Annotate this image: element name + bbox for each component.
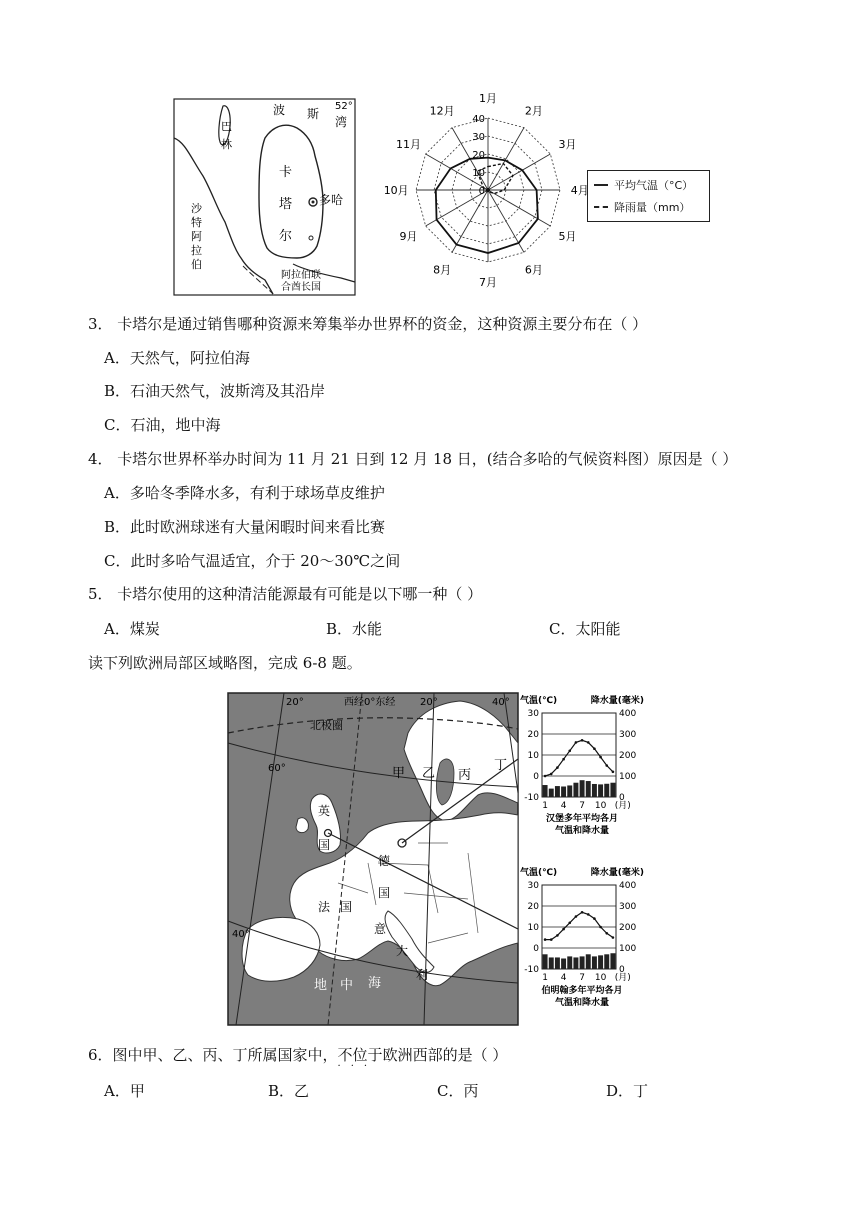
radar-tick-label: 40 xyxy=(472,114,485,125)
country-label-bing: 丙 xyxy=(458,768,472,783)
temperature-line xyxy=(545,912,613,939)
lon-label-center: 西经0°东经 xyxy=(344,697,396,708)
lat-label-40: 40° xyxy=(232,929,250,940)
q5-option-b[interactable]: B．水能 xyxy=(326,620,383,638)
lon-label-40e: 40° xyxy=(492,697,510,708)
temperature-point xyxy=(587,913,590,916)
radar-tick-label: 20 xyxy=(472,150,485,161)
country-label-uk-ying: 英 xyxy=(318,804,331,818)
qatar-label-2: 塔 xyxy=(279,197,293,212)
temperature-point xyxy=(593,917,596,920)
rain-tick-label: 0 xyxy=(619,793,625,803)
precipitation-bar xyxy=(543,954,548,969)
sea-label-zhong: 中 xyxy=(340,978,354,993)
chart-caption: 气温和降水量 xyxy=(554,998,610,1008)
temperature-point xyxy=(593,747,596,750)
saudi-label-3: 阿 xyxy=(191,230,202,243)
precipitation-bar xyxy=(586,781,591,797)
emphasis-dots: ··· xyxy=(337,1061,378,1072)
q3-option-a[interactable]: A．天然气，阿拉伯海 xyxy=(104,349,250,367)
radar-month-label: 6月 xyxy=(524,263,543,277)
q4-stem: 4． 卡塔尔世界杯举办时间为 11 月 21 日到 12 月 18 日，(结合多哈的气候资料图）原因是（ ） xyxy=(88,450,738,468)
temperature-point xyxy=(568,922,571,925)
precipitation-bar xyxy=(604,784,609,797)
q3-stem: 3． 卡塔尔是通过销售哪种资源来筹集举办世界杯的资金，这种资源主要分布在（ ） xyxy=(88,315,648,333)
lat-label-52: 52° xyxy=(335,101,353,112)
temp-axis-title: 气温(℃) xyxy=(520,696,558,706)
q6-stem-emphasis xyxy=(337,1046,383,1072)
precipitation-bar xyxy=(573,957,578,969)
gulf-label-si: 斯 xyxy=(307,107,320,121)
temperature-point xyxy=(575,915,578,918)
saudi-label-2: 特 xyxy=(191,216,202,229)
precipitation-bar xyxy=(598,955,603,969)
legend-rain-label: 降雨量（mm） xyxy=(614,201,691,214)
radar-month-label: 11月 xyxy=(395,138,421,152)
birmingham-climate-chart xyxy=(520,865,645,1015)
q6-option-d[interactable]: D．丁 xyxy=(606,1082,649,1100)
radar-month-label: 9月 xyxy=(399,229,418,243)
radar-month-label: 10月 xyxy=(383,184,409,197)
radar-spoke xyxy=(452,190,488,252)
rain-axis-title: 降水量(毫米) xyxy=(590,696,644,706)
radar-month-label: 5月 xyxy=(558,229,577,243)
month-tick-label: (月) xyxy=(614,973,631,983)
q6-option-a[interactable]: A．甲 xyxy=(104,1082,145,1100)
temp-tick-label: 0 xyxy=(533,772,539,782)
sea-label-hai: 海 xyxy=(368,976,382,991)
legend-dashed-line xyxy=(594,206,608,208)
precipitation-bar xyxy=(555,957,560,969)
precipitation-bar xyxy=(592,784,597,797)
country-label-yi: 乙 xyxy=(422,766,436,781)
temperature-point xyxy=(587,741,590,744)
temperature-point xyxy=(605,764,608,767)
precipitation-bar xyxy=(580,956,585,969)
q3-option-b[interactable]: B．石油天然气，波斯湾及其沿岸 xyxy=(104,382,326,400)
rain-tick-label: 0 xyxy=(619,965,625,975)
month-tick-label: 1 xyxy=(542,801,548,811)
country-label-de-guo: 国 xyxy=(378,886,391,900)
temperature-point xyxy=(562,758,565,761)
precipitation-bar xyxy=(555,786,560,797)
precipitation-bar xyxy=(567,956,572,969)
precipitation-bar xyxy=(592,956,597,969)
qatar-label-1: 卡 xyxy=(279,165,293,180)
uae-label-1: 阿拉伯联 xyxy=(281,270,321,281)
radar-spoke xyxy=(488,190,550,226)
temp-tick-label: 30 xyxy=(527,881,539,891)
month-tick-label: 10 xyxy=(594,801,607,811)
qatar-map xyxy=(173,98,356,296)
gulf-label-wan: 湾 xyxy=(335,115,348,129)
temperature-point xyxy=(544,938,547,941)
q4-option-b[interactable]: B．此时欧洲球迷有大量闲暇时间来看比赛 xyxy=(104,518,386,536)
lon-label-20w: 20° xyxy=(286,697,304,708)
rain-tick-label: 100 xyxy=(619,944,637,954)
temperature-point xyxy=(605,932,608,935)
rain-tick-label: 200 xyxy=(619,751,637,761)
radar-month-label: 7月 xyxy=(479,275,497,289)
temp-tick-label: 0 xyxy=(533,944,539,954)
temp-tick-label: -10 xyxy=(524,965,539,975)
radar-tick-label: 0 xyxy=(478,186,485,197)
gulf-label-bo: 波 xyxy=(273,103,286,117)
q6-stem-post: 欧洲西部的是（ ） xyxy=(382,1046,508,1064)
month-tick-label: 1 xyxy=(542,973,548,983)
hamburg-climate-chart xyxy=(520,693,645,843)
q4-option-a[interactable]: A．多哈冬季降水多，有利于球场草皮维护 xyxy=(104,484,385,502)
country-label-fa: 法 xyxy=(318,900,331,914)
precipitation-bar xyxy=(561,787,566,798)
precipitation-bar xyxy=(549,789,554,797)
saudi-label-5: 伯 xyxy=(191,258,202,271)
precipitation-bar xyxy=(604,954,609,969)
q6-stem-emph-text: 不位于 xyxy=(337,1046,383,1064)
temperature-point xyxy=(550,938,553,941)
radar-series-temperature xyxy=(436,158,538,253)
temp-tick-label: 20 xyxy=(527,730,539,740)
precipitation-bar xyxy=(573,783,578,797)
radar-tick-label: 30 xyxy=(472,132,485,143)
doha-radar-chart xyxy=(380,92,589,289)
q5-stem: 5． 卡塔尔使用的这种清洁能源最有可能是以下哪一种（ ） xyxy=(88,585,483,603)
chart-caption: 伯明翰多年平均各月 xyxy=(541,986,623,996)
temperature-point xyxy=(581,911,584,914)
legend-rain xyxy=(594,199,690,215)
temp-tick-label: 10 xyxy=(527,751,539,761)
rain-axis-title: 降水量(毫米) xyxy=(590,868,644,878)
rain-tick-label: 400 xyxy=(619,881,637,891)
temperature-point xyxy=(568,750,571,753)
month-tick-label: 7 xyxy=(579,801,585,811)
precipitation-bar xyxy=(610,783,615,797)
precipitation-bar xyxy=(567,785,572,797)
radar-month-label: 4月 xyxy=(570,184,589,197)
temp-axis-title: 气温(℃) xyxy=(520,868,558,878)
precipitation-bar xyxy=(549,957,554,969)
lat-label-60: 60° xyxy=(268,763,286,774)
precipitation-bar xyxy=(561,959,566,970)
saudi-label-4: 拉 xyxy=(191,244,202,257)
rain-tick-label: 100 xyxy=(619,772,637,782)
lon-label-20e: 20° xyxy=(420,697,438,708)
q6-stem xyxy=(88,1045,508,1072)
radar-month-label: 8月 xyxy=(433,263,452,277)
precipitation-bar xyxy=(580,780,585,797)
country-label-it-yi: 意 xyxy=(374,922,387,936)
precipitation-bar xyxy=(610,953,615,969)
q6-option-c[interactable]: C．丙 xyxy=(437,1082,479,1100)
rain-tick-label: 300 xyxy=(619,902,637,912)
temp-tick-label: 10 xyxy=(527,923,539,933)
country-label-jia: 甲 xyxy=(392,766,406,781)
q5-option-a[interactable]: A．煤炭 xyxy=(104,620,160,638)
temperature-point xyxy=(550,773,553,776)
temperature-point xyxy=(599,926,602,929)
month-tick-label: (月) xyxy=(614,801,631,811)
doha-label: 多哈 xyxy=(319,193,344,207)
radar-legend xyxy=(587,170,710,222)
temperature-line xyxy=(545,740,613,776)
q4-option-c[interactable]: C．此时多哈气温适宜，介于 20～30℃之间 xyxy=(104,552,401,570)
month-tick-label: 7 xyxy=(579,973,585,983)
arctic-circle-label: 北极圈 xyxy=(310,719,343,732)
rain-tick-label: 200 xyxy=(619,923,637,933)
radar-center xyxy=(486,188,490,192)
temperature-point xyxy=(556,934,559,937)
temperature-point xyxy=(562,928,565,931)
q5-option-c[interactable]: C．太阳能 xyxy=(549,620,621,638)
month-tick-label: 4 xyxy=(560,801,567,811)
country-label-it-li: 利 xyxy=(416,968,429,982)
section-intro: 读下列欧洲局部区域略图，完成 6-8 题。 xyxy=(88,654,362,672)
precipitation-bar xyxy=(543,785,548,797)
temperature-point xyxy=(599,756,602,759)
temp-tick-label: -10 xyxy=(524,793,539,803)
month-tick-label: 10 xyxy=(594,973,607,983)
rain-tick-label: 400 xyxy=(619,709,637,719)
country-label-uk-guo: 国 xyxy=(318,838,331,852)
month-tick-label: 4 xyxy=(560,973,567,983)
radar-month-label: 2月 xyxy=(524,104,543,118)
radar-month-label: 3月 xyxy=(558,138,577,152)
temperature-point xyxy=(581,739,584,742)
temperature-point xyxy=(612,936,615,939)
precipitation-bar xyxy=(586,954,591,969)
saudi-label-1: 沙 xyxy=(191,202,202,215)
q6-option-b[interactable]: B．乙 xyxy=(268,1082,310,1100)
country-label-it-da: 大 xyxy=(396,944,409,958)
chart-caption: 气温和降水量 xyxy=(554,826,610,836)
radar-month-label: 12月 xyxy=(429,104,455,118)
temperature-point xyxy=(556,766,559,769)
legend-solid-line xyxy=(594,184,608,186)
chart-caption: 汉堡多年平均各月 xyxy=(545,814,619,824)
legend-temp-label: 平均气温（°C） xyxy=(614,179,694,192)
europe-map xyxy=(228,693,518,1025)
q6-stem-pre: 6．图中甲、乙、丙、丁所属国家中， xyxy=(88,1046,338,1064)
sea-label-di: 地 xyxy=(314,978,328,993)
bahrain-label-lin: 林 xyxy=(221,138,232,151)
q3-option-c[interactable]: C．石油，地中海 xyxy=(104,416,221,434)
temp-tick-label: 20 xyxy=(527,902,539,912)
country-label-ding: 丁 xyxy=(494,758,508,773)
country-label-fr-guo: 国 xyxy=(340,900,353,914)
temperature-point xyxy=(544,775,547,778)
precipitation-bar xyxy=(598,784,603,797)
qatar-label-3: 尔 xyxy=(279,229,293,244)
rain-tick-label: 300 xyxy=(619,730,637,740)
bahrain-label-ba: 巴 xyxy=(221,120,232,133)
uae-label-2: 合酋长国 xyxy=(281,282,321,293)
country-label-de: 德 xyxy=(378,854,391,868)
temperature-point xyxy=(612,771,615,774)
legend-temp xyxy=(594,177,693,193)
radar-tick-label: 10 xyxy=(472,168,485,179)
temperature-point xyxy=(575,741,578,744)
temp-tick-label: 30 xyxy=(527,709,539,719)
radar-month-label: 1月 xyxy=(479,92,497,106)
